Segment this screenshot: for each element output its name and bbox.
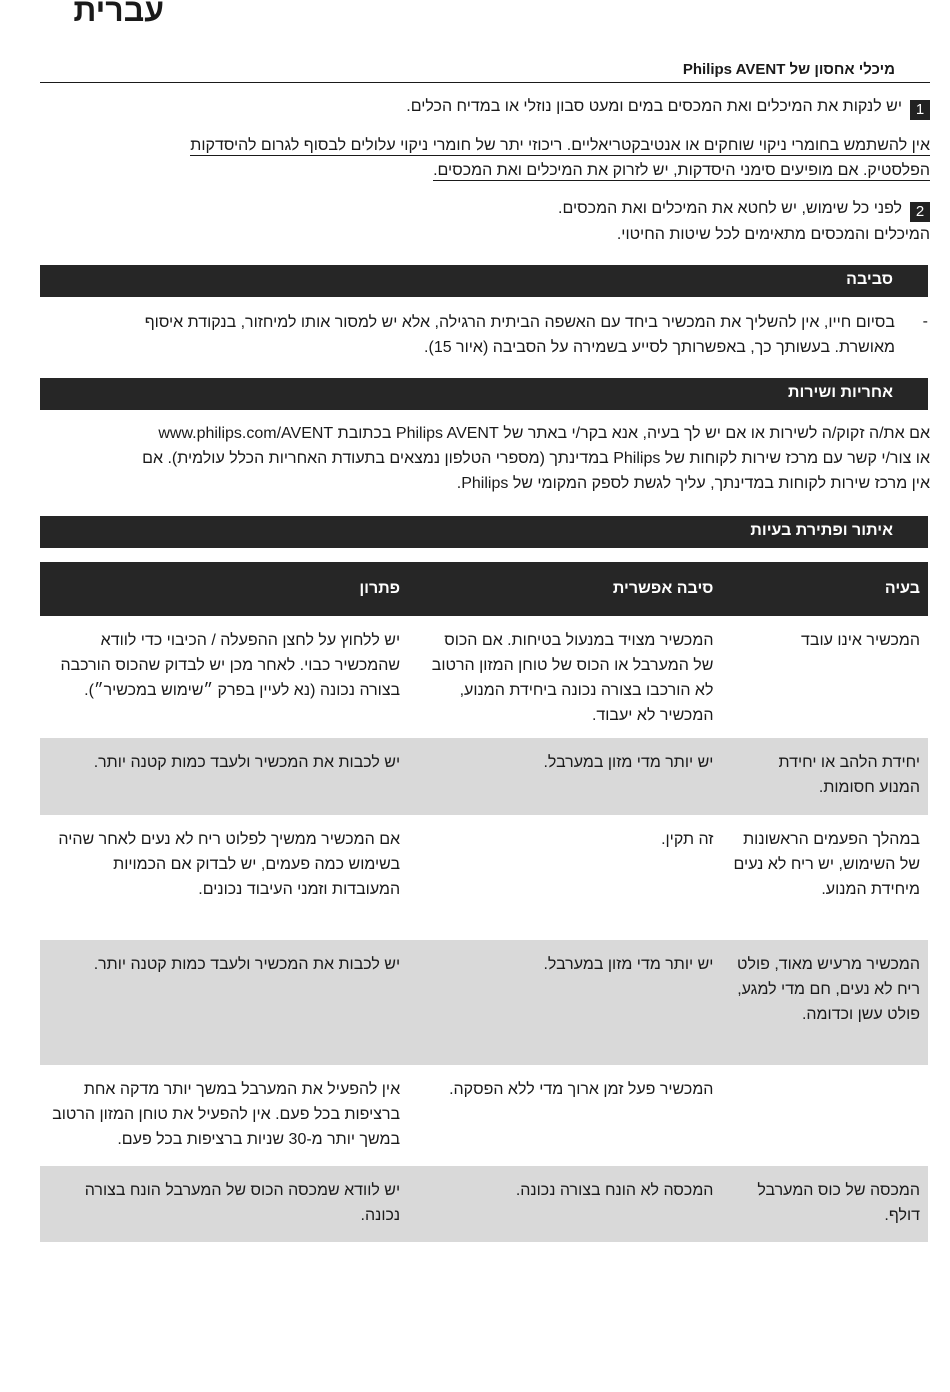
warranty-header-bar — [40, 378, 928, 410]
storage-step-1 — [30, 94, 930, 120]
problem-cell — [723, 1065, 928, 1166]
step-number-badge: 1 — [910, 100, 930, 120]
warning-line-1: אין להשתמש בחומרי ניקוי שוחקים או אנטיבקטריאליים. ריכוזי יתר של חומרי ניקוי עלולים לבסוף לגרום להיסדקות — [190, 137, 930, 154]
environment-text — [35, 310, 895, 360]
table-row — [40, 1065, 928, 1166]
solution-cell: אין להפעיל את המערבל במשך יותר מדקה אחת ברציפות בכל פעם. אין להפעיל את טוחן המזון הרטוב במשך יותר מ-30 שניות ברציפות בכל פעם. — [52, 1081, 401, 1148]
column-header-solution: פתרון — [40, 562, 410, 616]
table-header-row — [40, 562, 928, 616]
column-header-problem: בעיה — [723, 562, 928, 616]
warranty-line-2: או צור/י קשר עם מרכז שירות לקוחות של Philips במדינתך (מספרי הטלפון נמצאים בתעודת האחריות הכלל עולמית). אם — [142, 450, 930, 467]
environment-heading: סביבה — [846, 271, 893, 288]
cause-cell: המכסה לא הונח בצורה נכונה. — [410, 1166, 723, 1242]
troubleshooting-table — [40, 562, 928, 1242]
storage-step-2 — [30, 196, 930, 247]
environment-header-bar — [40, 265, 928, 297]
problem-cell: המכסה של כוס המערבל דולף. — [723, 1166, 928, 1242]
environment-line-2: מאושרת. בעשותך כך, באפשרותך לסייע בשמירה על הסביבה (איור 15). — [424, 339, 895, 356]
solution-cell: אם המכשיר ממשיך לפלוט ריח לא נעים לאחר שהיה בשימוש כמה פעמים, יש לבדוק אם הכמויות המעובדות וזמני העיבוד נכונים. — [58, 831, 401, 898]
troubleshooting-header-bar — [40, 516, 928, 548]
storage-divider — [40, 82, 930, 83]
troubleshooting-heading: איתור ופתירת בעיות — [750, 522, 893, 539]
cause-cell: יש יותר מדי מזון במערבל. — [410, 940, 723, 1065]
column-header-cause: סיבה אפשרית — [410, 562, 723, 616]
step-number-badge: 2 — [910, 202, 930, 222]
problem-cell: המכשיר מרעיש מאוד, פולט ריח לא נעים, חם מדי למגע, פולט עשן וכדומה. — [723, 940, 928, 1065]
table-row — [40, 815, 928, 940]
cause-cell: המכשיר פעל זמן ארוך מדי ללא הפסקה. — [449, 1081, 714, 1098]
cause-cell: זה תקין. — [661, 831, 714, 848]
warranty-heading: אחריות ושירות — [788, 384, 893, 401]
warranty-text — [20, 421, 930, 496]
table-row — [40, 616, 928, 738]
table-row — [40, 940, 928, 1065]
cause-cell: יש יותר מדי מזון במערבל. — [410, 738, 723, 815]
warranty-line-1: אם את/ה זקוק/ה לשירות או אם יש לך בעיה, אנא בקר/י באתר של Philips AVENT בכתובת www.philips.com/AVENT — [158, 425, 930, 442]
storage-heading: מיכלי אחסון של Philips AVENT — [682, 61, 895, 78]
solution-cell: יש ללחוץ על לחצן ההפעלה / הכיבוי כדי לוודא שהמכשיר כבוי. לאחר מכן יש לבדוק שהכוס הורכבה בצורה נכונה (נא לעיין בפרק ״שימוש במכשיר״). — [60, 632, 401, 699]
table-row — [40, 738, 928, 815]
warranty-line-3: אין מרכז שירות לקוחות במדינתך, עליך לגשת לספק המקומי של Philips. — [456, 475, 930, 492]
page-title: עברית — [73, 0, 164, 28]
problem-cell: יחידת הלהב או יחידת המנוע חסומות. — [723, 738, 928, 815]
problem-cell: במהלך הפעמים הראשונות של השימוש, יש ריח לא נעים מיחידת המנוע. — [733, 831, 920, 898]
problem-cell: המכשיר אינו עובד — [801, 632, 920, 649]
warning-line-2: הפלסטיק. אם מופיעים סימני היסדקות, יש לזרוק את המיכלים ואת המכסים. — [433, 162, 930, 179]
storage-warning — [20, 133, 930, 183]
solution-cell: יש לכבות את המכשיר ולעבד כמות קטנה יותר. — [40, 940, 410, 1065]
table-row — [40, 1166, 928, 1242]
bullet-dash: - — [922, 313, 928, 330]
cause-cell: המכשיר מצויד במנעול בטיחות. אם הכוס של המערבל או הכוס של טוחן המזון הרטוב לא הורכבו בצורה נכונה ביחידת המנוע, המכשיר לא יעבוד. — [431, 632, 714, 724]
environment-line-1: בסיום חייו, אין להשליך את המכשיר ביחד עם האשפה הביתית הרגילה, אלא יש למסור אותו למיחזור, בנקודת איסוף — [144, 314, 895, 331]
solution-cell: יש לוודא שמכסה הכוס של המערבל הונח בצורה נכונה. — [40, 1166, 410, 1242]
step-2-note: המיכלים והמכסים מתאימים לכל שיטות החיטוי. — [616, 226, 930, 243]
step-2-text: לפני כל שימוש, יש לחטא את המיכלים ואת המכסים. — [558, 200, 902, 217]
solution-cell: יש לכבות את המכשיר ולעבד כמות קטנה יותר. — [40, 738, 410, 815]
step-1-text: יש לנקות את המיכלים ואת המכסים במים ומעט סבון נוזלי או במדיח הכלים. — [406, 98, 902, 115]
